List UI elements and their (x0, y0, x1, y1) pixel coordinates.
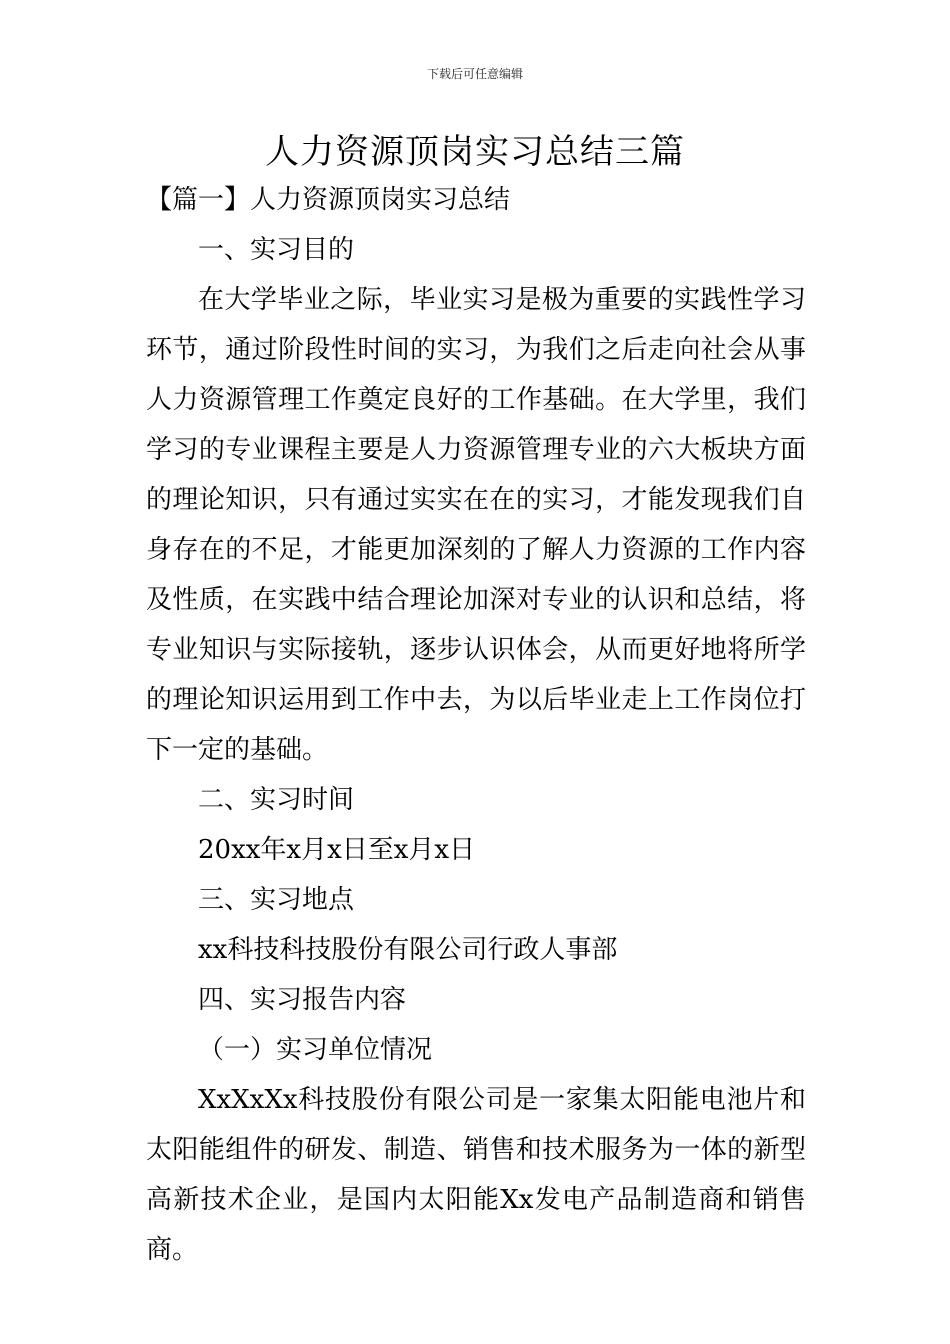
document-body (146, 175, 806, 1275)
section-heading: 【篇一】人力资源顶岗实习总结 (146, 185, 511, 215)
heading-time: 二、实习时间 (198, 785, 355, 815)
internship-time: 20xx年x月x日至x月x日 (198, 835, 476, 865)
document-title: 人力资源顶岗实习总结三篇 (265, 132, 685, 172)
heading-purpose: 一、实习目的 (198, 235, 355, 265)
header-note: 下载后可任意编辑 (426, 67, 523, 81)
internship-place: xx科技科技股份有限公司行政人事部 (198, 935, 618, 965)
heading-report-content: 四、实习报告内容 (198, 985, 407, 1015)
subheading-company: （一）实习单位情况 (198, 1035, 433, 1065)
heading-place: 三、实习地点 (198, 885, 355, 915)
paragraph-company: XxXxXx科技股份有限公司是一家集太阳能电池片和太阳能组件的研发、制造、销售和技术服务为一体的新型高新技术企业，是国内太阳能Xx发电产品制造商和销售商。 (146, 1085, 806, 1265)
paragraph-purpose: 在大学毕业之际，毕业实习是极为重要的实践性学习环节，通过阶段性时间的实习，为我们之后走向社会从事人力资源管理工作奠定良好的工作基础。在大学里，我们学习的专业课程主要是人力资源管理专业的六大板块方面的理论知识，只有通过实实在在的实习，才能发现我们自身存在的不足，才能更加深刻的了解人力资源的工作内容及性质，在实践中结合理论加深对专业的认识和总结，将专业知识与实际接轨，逐步认识体会，从而更好地将所学的理论知识运用到工作中去，为以后毕业走上工作岗位打下一定的基础。 (146, 285, 806, 765)
